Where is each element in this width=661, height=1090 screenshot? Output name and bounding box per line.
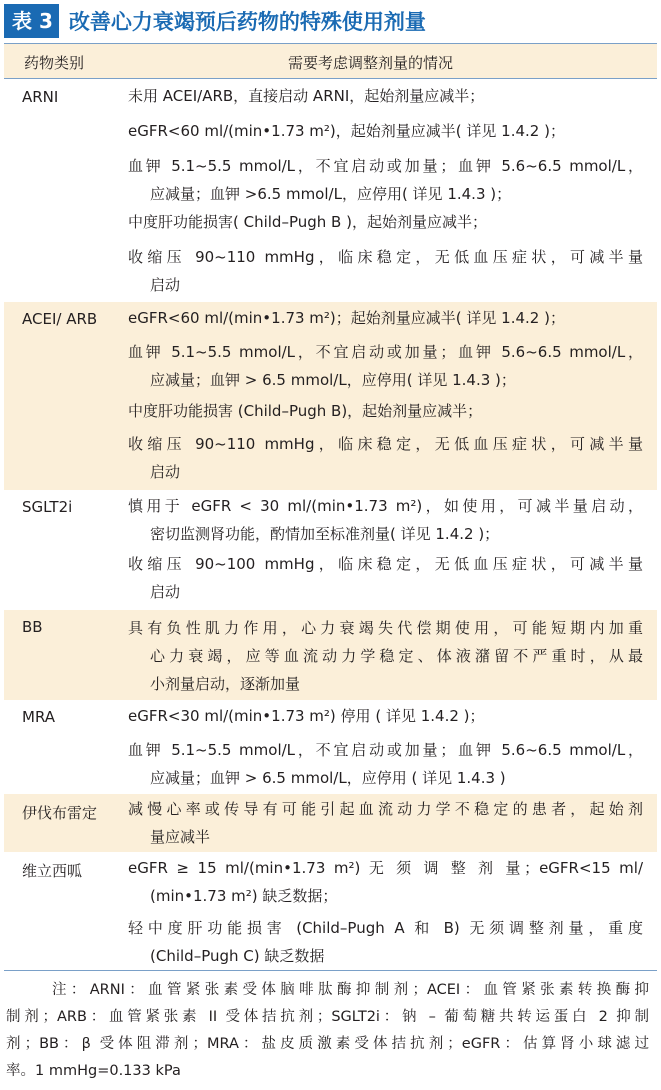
condition-item: 血钾 5.1~5.5 mmol/L，不宜启动或加量；血钾 5.6~6.5 mmol/L， 应减量；血钾 > 6.5 mmol/L，应停用 ( 详见 1.4.3 ) (128, 741, 643, 787)
condition-item: 减慢心率或传导有可能引起血流动力学不稳定的患者，起始剂 量应减半 (128, 800, 643, 846)
condition-item: eGFR<60 ml/(min•1.73 m²)；起始剂量应减半( 详见 1.4.2 )； (128, 309, 565, 327)
condition-item: 轻中度肝功能损害 (Child–Pugh A 和 B) 无须调整剂量，重度 (Child–Pugh C) 缺乏数据 (128, 919, 643, 965)
condition-item: 具有负性肌力作用，心力衰竭失代偿期使用，可能短期内加重 心力衰竭，应等血流动力学稳定、体液潴留不严重时，从最 小剂量启动，逐渐加量 (128, 619, 643, 693)
condition-item: 收缩压 90~110 mmHg，临床稳定，无低血压症状，可减半量 启动 (128, 248, 643, 294)
drug-name: 伊伐布雷定 (22, 804, 98, 822)
table-row-arni (4, 80, 657, 302)
condition-item: 慎用于 eGFR < 30 ml/(min•1.73 m²)，如使用，可减半量启动， 密切监测肾功能，酌情加至标准剂量( 详见 1.4.2 )； (128, 497, 643, 543)
table-number-badge: 表 3 (4, 4, 59, 38)
footnote-line: 率。1 mmHg=0.133 kPa (6, 1063, 181, 1079)
condition-item: eGFR ≥ 15 ml/(min•1.73 m²) 无 须 调 整 剂 量；eGFR<15 ml/ (min•1.73 m²) 缺乏数据； (128, 859, 643, 905)
condition-item: 血钾 5.1~5.5 mmol/L，不宜启动或加量；血钾 5.6~6.5 mmol/L， 应减量；血钾 > 6.5 mmol/L，应停用( 详见 1.4.3 )； (128, 343, 643, 389)
header-conditions: 需要考虑调整剂量的情况 (288, 54, 454, 72)
drug-name: MRA (22, 708, 56, 726)
table-footnote (4, 970, 657, 1085)
condition-item: eGFR<60 ml/(min•1.73 m²)，起始剂量应减半( 详见 1.4.2 )； (128, 122, 565, 140)
condition-item: 收缩压 90~100 mmHg，临床稳定，无低血压症状，可减半量 启动 (128, 555, 643, 601)
table-row-acei-arb (4, 302, 657, 490)
condition-item: 收缩压 90~110 mmHg，临床稳定，无低血压症状，可减半量 启动 (128, 435, 643, 481)
footnote-line: 注：ARNI：血管紧张素受体脑啡肽酶抑制剂；ACEI：血管紧张素转换酶抑 (52, 982, 649, 998)
condition-item: 中度肝功能损害 (Child–Pugh B)，起始剂量应减半； (128, 402, 483, 420)
table-row-vericiguat (4, 852, 657, 970)
table-title-bar (0, 0, 661, 42)
footnote-line: 剂；BB：β 受体阻滞剂；MRA：盐皮质激素受体拮抗剂；eGFR：估算肾小球滤过 (6, 1036, 649, 1052)
footnote-line: 制剂；ARB：血管紧张素 II 受体拮抗剂；SGLT2i：钠 – 葡萄糖共转运蛋白 2 抑制 (6, 1009, 649, 1025)
table-header (4, 43, 657, 79)
header-drug-class: 药物类别 (24, 54, 85, 72)
table-row-sglt2i (4, 490, 657, 610)
condition-item: 血钾 5.1~5.5 mmol/L，不宜启动或加量；血钾 5.6~6.5 mmol/L， 应减量；血钾 >6.5 mmol/L，应停用( 详见 1.4.3 )； (128, 157, 643, 203)
drug-name: ARNI (22, 88, 59, 106)
table-row-bb (4, 610, 657, 700)
condition-item: eGFR<30 ml/(min•1.73 m²) 停用 ( 详见 1.4.2 )； (128, 707, 485, 725)
drug-name: 维立西呱 (22, 862, 83, 880)
table-row-ivabradine (4, 794, 657, 852)
drug-name: SGLT2i (22, 498, 73, 516)
table-row-mra (4, 700, 657, 794)
drug-name: ACEI/ ARB (22, 310, 98, 328)
condition-item: 中度肝功能损害( Child–Pugh B )，起始剂量应减半； (128, 213, 487, 231)
condition-item: 未用 ACEI/ARB，直接启动 ARNI，起始剂量应减半； (128, 87, 485, 105)
table-title: 改善心力衰竭预后药物的特殊使用剂量 (68, 10, 426, 34)
drug-name: BB (22, 618, 43, 636)
